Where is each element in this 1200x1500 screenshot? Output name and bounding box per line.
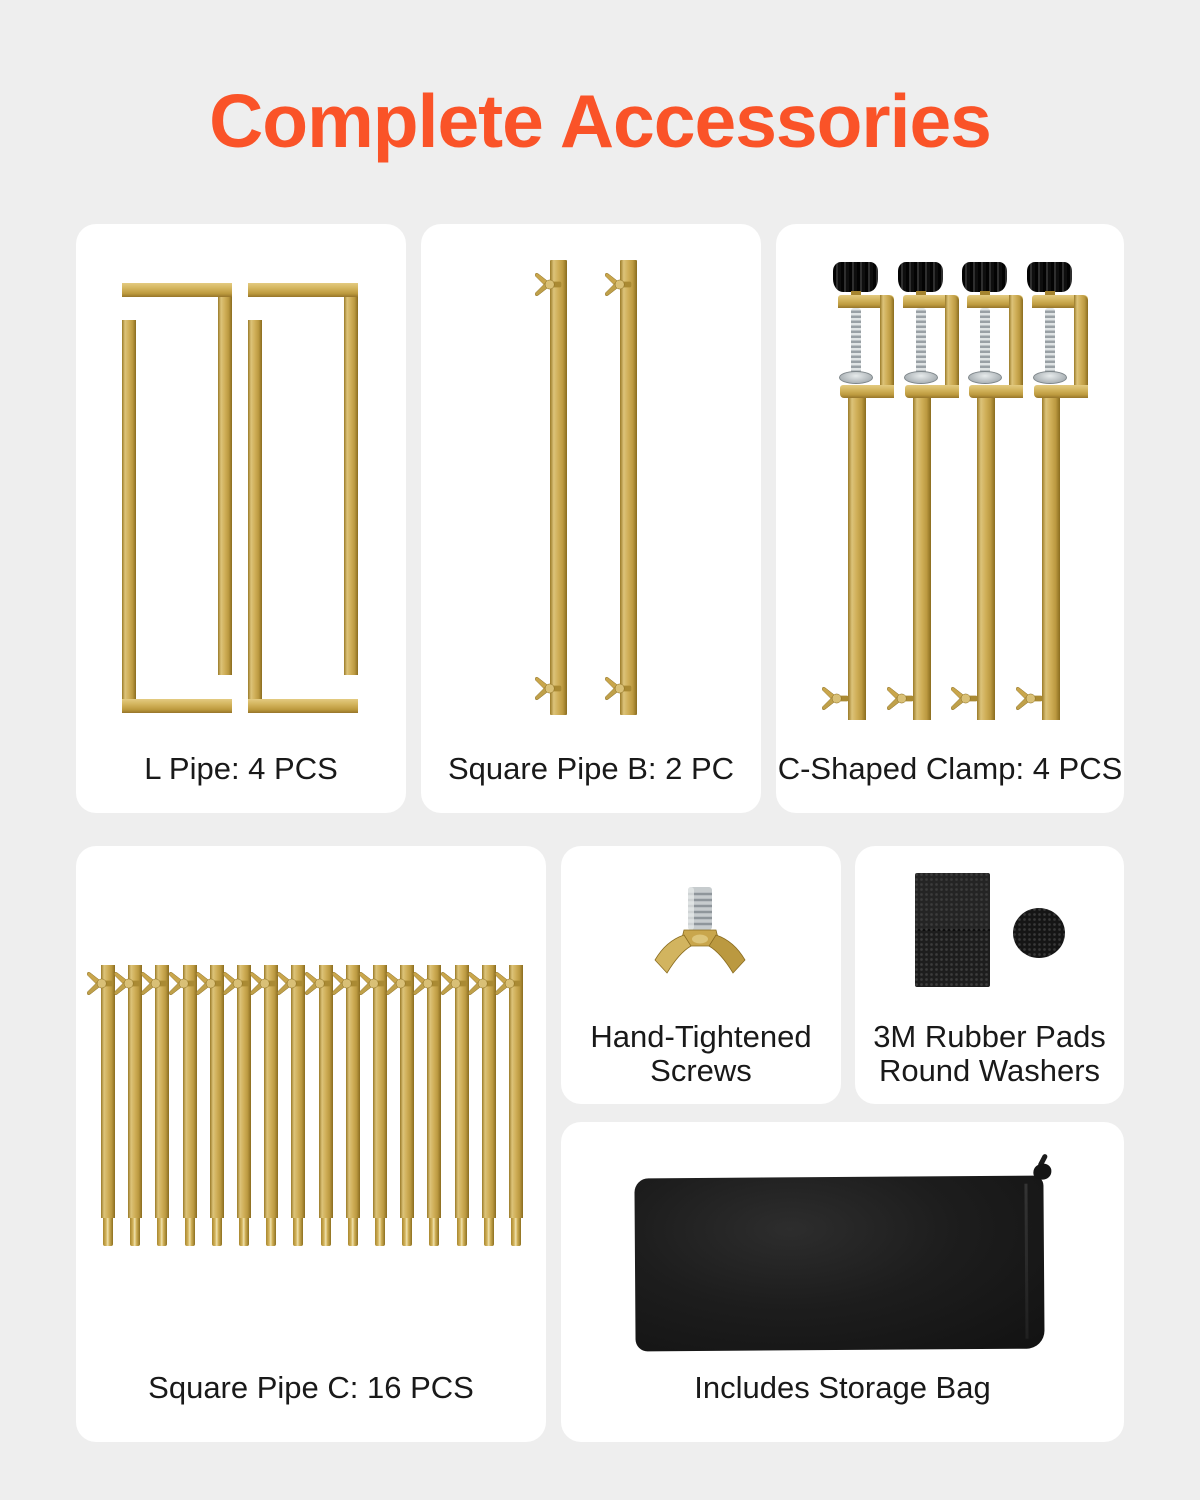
clamp-knob (898, 262, 943, 292)
pipe-slotted-tip (266, 1218, 276, 1246)
wing-nut-icon (112, 971, 142, 996)
pipe-bar (101, 965, 115, 1218)
wing-nut-icon (221, 971, 251, 996)
pipe-slotted-tip (457, 1218, 467, 1246)
square-pipe-b-label: Square Pipe B: 2 PC (447, 751, 735, 786)
clamp-screw (1045, 308, 1055, 376)
clamp-bottom-arm (905, 385, 959, 398)
c-clamp-label: C-Shaped Clamp: 4 PCS (777, 751, 1123, 786)
pipe-slotted-tip (293, 1218, 303, 1246)
square-pipe-c-item (319, 965, 333, 1246)
c-shaped-clamp-item (1018, 262, 1088, 720)
l-pipe-right-bar (218, 283, 232, 675)
card-rubber-pads (855, 846, 1124, 1104)
pipe-bar (509, 965, 523, 1218)
square-pipe-c-item (155, 965, 169, 1246)
clamp-pipe (913, 398, 931, 720)
storage-bag (634, 1176, 1044, 1352)
wing-nut-icon (330, 971, 360, 996)
square-pipe-c-item (482, 965, 496, 1246)
square-pipe-c-item (509, 965, 523, 1246)
clamp-knob (1027, 262, 1072, 292)
card-square-pipe-b (421, 224, 761, 813)
pipe-slotted-tip (348, 1218, 358, 1246)
square-pipe-c-item (400, 965, 414, 1246)
square-pipe-c-illustration (76, 846, 546, 1442)
pipe-bar (319, 965, 333, 1218)
wing-nut-icon (533, 272, 563, 297)
square-pipe-b-item (620, 260, 637, 715)
bag-seam (1024, 1184, 1028, 1339)
screws-label-line2: Screws (650, 1053, 752, 1088)
pipe-slotted-tip (429, 1218, 439, 1246)
c-shaped-clamp-item (824, 262, 894, 720)
pipe-bar (291, 965, 305, 1218)
clamp-washer-foot (839, 371, 873, 384)
bag-drawstring-knot (1033, 1164, 1051, 1180)
wing-nut-icon (885, 686, 915, 711)
l-pipe-pair (122, 283, 234, 713)
c-shaped-clamp-item (953, 262, 1023, 720)
square-pipe-c-item (427, 965, 441, 1246)
square-pipe-c-item (346, 965, 360, 1246)
square-pipe-c-item (455, 965, 469, 1246)
card-storage-bag (561, 1122, 1124, 1442)
pipe-bar (620, 260, 637, 715)
wing-nut-icon (533, 676, 563, 701)
wing-nut-icon (248, 971, 278, 996)
l-pipe-illustration (76, 224, 406, 813)
pads-label-line1: 3M Rubber Pads (873, 1019, 1106, 1054)
wing-nut-icon (603, 272, 633, 297)
card-l-pipe (76, 224, 406, 813)
square-pipe-c-item (291, 965, 305, 1246)
clamp-pipe (848, 398, 866, 720)
card-hand-tightened-screws (561, 846, 841, 1104)
clamp-washer-foot (1033, 371, 1067, 384)
clamp-bottom-arm (1034, 385, 1088, 398)
card-square-pipe-c (76, 846, 546, 1442)
square-pipe-c-item (128, 965, 142, 1246)
square-pipe-c-item (183, 965, 197, 1246)
square-pipe-c-item (237, 965, 251, 1246)
l-pipe-bottom-bar (122, 699, 232, 713)
l-pipe-label: L Pipe: 4 PCS (144, 751, 338, 786)
square-pipe-c-label: Square Pipe C: 16 PCS (148, 1370, 474, 1405)
wing-nut-icon (466, 971, 496, 996)
l-pipe-right-bar (344, 283, 358, 675)
clamp-screw (916, 308, 926, 376)
l-pipe-left-bar (122, 320, 136, 713)
square-pipe-c-item (264, 965, 278, 1246)
square-pipe-c-item (373, 965, 387, 1246)
wing-nut-icon (167, 971, 197, 996)
clamp-washer-foot (904, 371, 938, 384)
wing-nut-icon (303, 971, 333, 996)
pipe-bar (427, 965, 441, 1218)
wing-screw-icon (646, 882, 756, 986)
pipe-bar (482, 965, 496, 1218)
pipe-bar (210, 965, 224, 1218)
pipe-bar (183, 965, 197, 1218)
clamp-washer-foot (968, 371, 1002, 384)
pipe-bar (550, 260, 567, 715)
pipe-slotted-tip (484, 1218, 494, 1246)
pipe-bar (373, 965, 387, 1218)
page-title: Complete Accessories (209, 79, 991, 163)
wing-nut-icon (439, 971, 469, 996)
pipe-bar (264, 965, 278, 1218)
pipe-slotted-tip (511, 1218, 521, 1246)
pipe-slotted-tip (212, 1218, 222, 1246)
round-washer (1013, 908, 1065, 958)
clamp-knob (962, 262, 1007, 292)
storage-bag-label: Includes Storage Bag (694, 1370, 991, 1405)
wing-nut-icon (85, 971, 115, 996)
pipe-bar (400, 965, 414, 1218)
pipe-bar (128, 965, 142, 1218)
screws-label-line1: Hand-Tightened (590, 1019, 812, 1054)
pipe-slotted-tip (321, 1218, 331, 1246)
pads-label (855, 1020, 1124, 1088)
pipe-bar (155, 965, 169, 1218)
square-pipe-b-illustration (421, 224, 761, 813)
clamp-knob (833, 262, 878, 292)
pipe-slotted-tip (103, 1218, 113, 1246)
square-pipe-b-item (550, 260, 567, 715)
wing-nut-icon (139, 971, 169, 996)
pipe-slotted-tip (157, 1218, 167, 1246)
clamp-screw (980, 308, 990, 376)
wing-nut-icon (949, 686, 979, 711)
clamp-spine (1074, 295, 1088, 398)
c-shaped-clamp-item (889, 262, 959, 720)
square-pipe-c-item (101, 965, 115, 1246)
card-c-shaped-clamp (776, 224, 1124, 813)
l-pipe-bottom-bar (248, 699, 358, 713)
pipe-bar (346, 965, 360, 1218)
pipe-slotted-tip (402, 1218, 412, 1246)
clamp-screw (851, 308, 861, 376)
clamp-pipe (977, 398, 995, 720)
wing-nut-icon (493, 971, 523, 996)
pipe-slotted-tip (239, 1218, 249, 1246)
wing-nut-icon (820, 686, 850, 711)
clamp-bottom-arm (840, 385, 894, 398)
c-clamp-illustration (776, 224, 1124, 813)
wing-nut-icon (275, 971, 305, 996)
square-pipe-c-item (210, 965, 224, 1246)
clamp-bottom-arm (969, 385, 1023, 398)
wing-nut-icon (384, 971, 414, 996)
wing-nut-icon (411, 971, 441, 996)
pads-label-line2: Round Washers (878, 1053, 1101, 1088)
wing-nut-icon (1014, 686, 1044, 711)
wing-nut-icon (357, 971, 387, 996)
pipe-slotted-tip (130, 1218, 140, 1246)
screws-label (561, 1020, 841, 1088)
rubber-pad (915, 873, 990, 987)
pipe-bar (455, 965, 469, 1218)
l-pipe-pair (248, 283, 360, 713)
clamp-pipe (1042, 398, 1060, 720)
l-pipe-top-bar (122, 283, 232, 297)
pipe-slotted-tip (185, 1218, 195, 1246)
wing-nut-icon (194, 971, 224, 996)
pipe-slotted-tip (375, 1218, 385, 1246)
l-pipe-left-bar (248, 320, 262, 713)
wing-nut-icon (603, 676, 633, 701)
pipe-bar (237, 965, 251, 1218)
l-pipe-top-bar (248, 283, 358, 297)
